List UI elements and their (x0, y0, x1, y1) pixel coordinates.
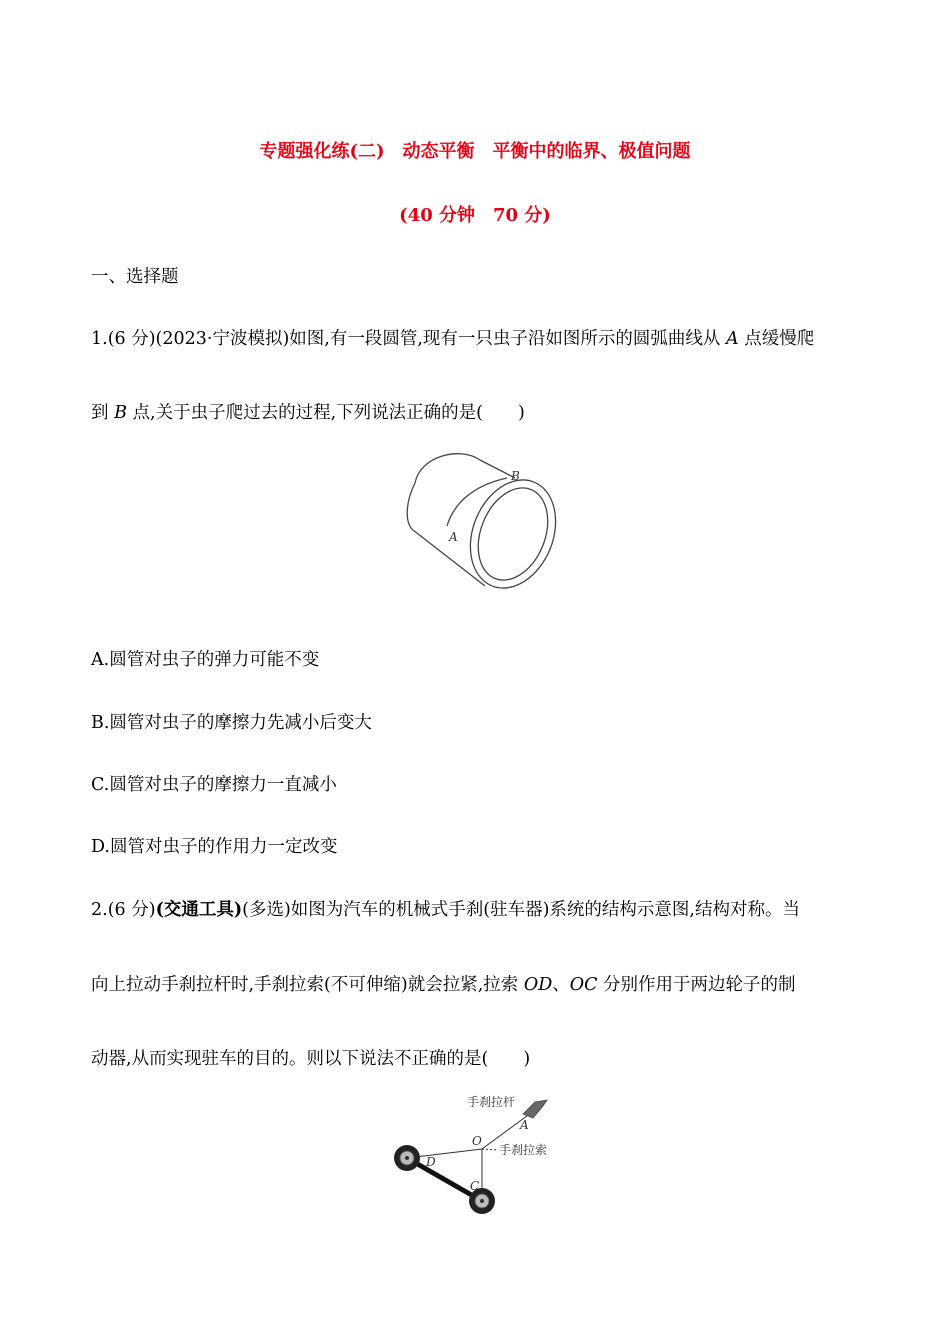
q1-line2 (91, 399, 525, 424)
page-title: 专题强化练(二) 动态平衡 平衡中的临界、极值问题 (259, 141, 691, 162)
q2-label-c: C (470, 1179, 480, 1193)
q1-line2-suffix: 点,关于虫子爬过去的过程,下列说法正确的是( ) (126, 403, 525, 423)
q2-line2-prefix: 向上拉动手刹拉杆时,手刹拉索(不可伸缩)就会拉紧,拉索 (91, 975, 524, 995)
left-wheel-center (405, 1156, 409, 1160)
q2-label-d: D (426, 1155, 436, 1169)
q1-line1 (91, 325, 814, 350)
q2-label-a: A (520, 1118, 529, 1132)
right-wheel-center (480, 1199, 484, 1203)
q2-line2 (91, 971, 796, 996)
q2-tag: (交通工具) (155, 900, 243, 920)
q2-var-oc: OC (569, 975, 598, 995)
q2-line3: 动器,从而实现驻车的目的。则以下说法不正确的是( ) (91, 1049, 531, 1069)
q1-option-a: A.圆管对虫子的弹力可能不变 (91, 650, 320, 670)
q2-line1-prefix: 2.(6 分) (91, 900, 156, 920)
q2-label-o: O (472, 1134, 482, 1148)
q1-var-a: A (726, 329, 739, 349)
q1-line2-prefix: 到 (91, 403, 115, 423)
q2-var-od: OD (523, 975, 553, 995)
section-heading: 一、选择题 (91, 267, 179, 287)
q1-pipe-figure (395, 448, 565, 593)
q1-line1-prefix: 1.(6 分)(2023·宁波模拟)如图,有一段圆管,现有一只虫子沿如图所示的圆弧曲线从 (91, 329, 726, 349)
pipe-back-edge (407, 483, 415, 530)
q1-option-d: D.圆管对虫子的作用力一定改变 (91, 837, 338, 857)
q1-var-b: B (114, 403, 127, 423)
q2-line1-suffix: (多选)如图为汽车的机械式手刹(驻车器)系统的结构示意图,结构对称。当 (242, 900, 800, 920)
pipe-back-rim (415, 454, 480, 483)
cable-label: 手刹拉索 (499, 1143, 548, 1157)
page-subtitle: (40 分钟 70 分) (399, 205, 551, 226)
pipe-top-line (480, 460, 515, 478)
cable-pointer (482, 1149, 497, 1150)
q1-line1-suffix: 点缓慢爬 (738, 329, 815, 349)
q2-line2-suffix: 分别作用于两边轮子的制 (597, 975, 796, 995)
q2-line2-mid: 、 (552, 975, 570, 995)
q2-line1 (91, 896, 800, 921)
q1-option-c: C.圆管对虫子的摩擦力一直减小 (91, 775, 337, 795)
q1-figure-label-b: B (511, 469, 520, 483)
lever-handle-icon (523, 1100, 547, 1118)
q2-handbrake-figure (385, 1088, 575, 1223)
lever-label: 手刹拉杆 (467, 1095, 516, 1109)
q1-option-b: B.圆管对虫子的摩擦力先减小后变大 (91, 713, 372, 733)
q1-figure-label-a: A (449, 530, 458, 544)
